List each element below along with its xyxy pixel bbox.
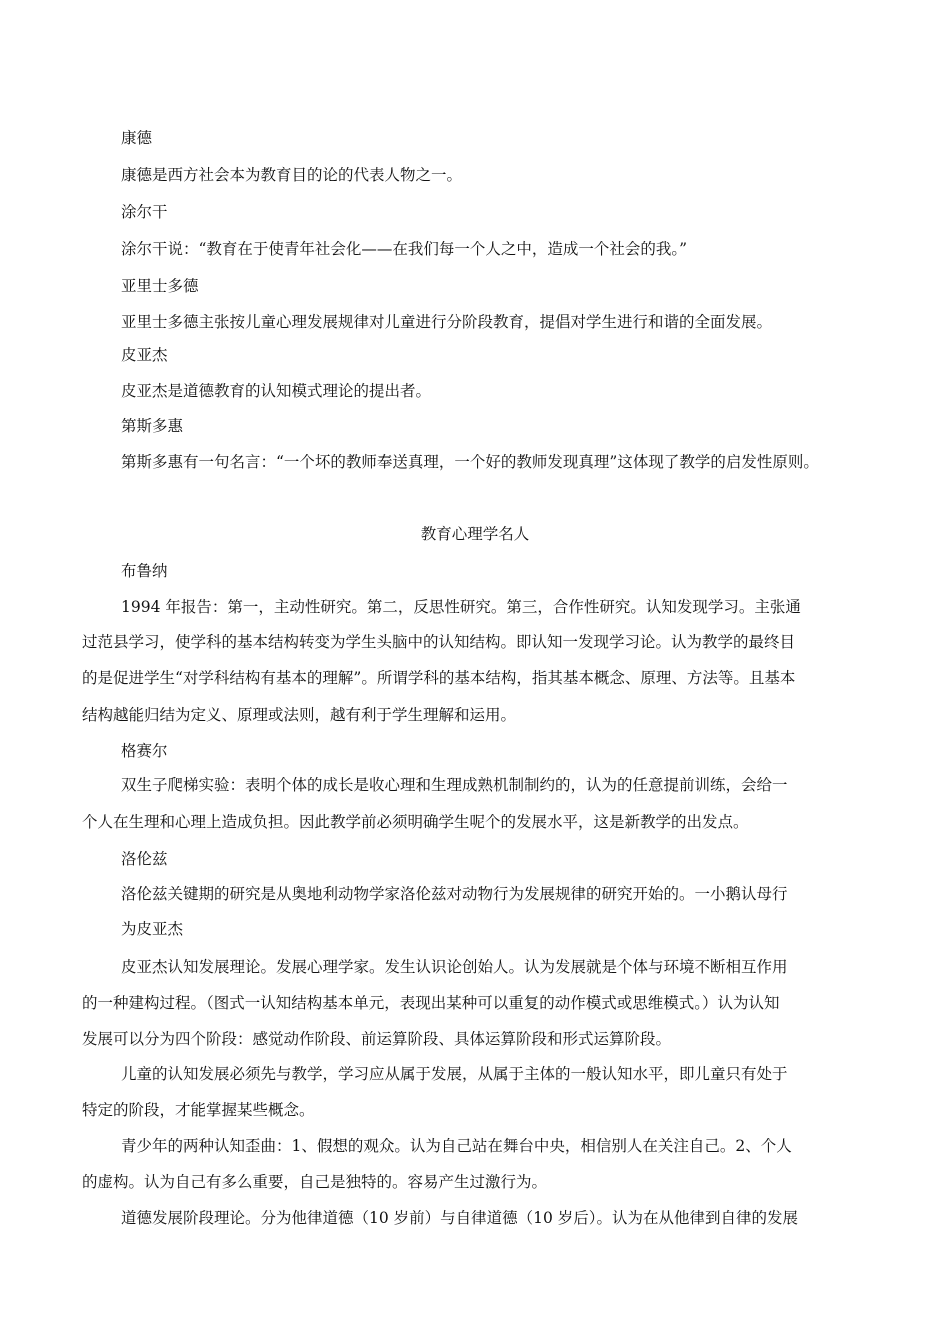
- person-name-diesterweg: 第斯多惠: [121, 417, 184, 435]
- person-desc-kant: 康德是西方社会本为教育目的论的代表人物之一。: [121, 166, 463, 184]
- paragraph-line: 结构越能归结为定义、原理或法则，越有利于学生理解和运用。: [82, 706, 517, 724]
- section-heading: 教育心理学名人: [420, 525, 530, 543]
- paragraph-line: 洛伦兹关键期的研究是从奥地利动物学家洛伦兹对动物行为发展规律的研究开始的。一小鹅认母行: [121, 885, 788, 903]
- person-name-bruner: 布鲁纳: [121, 562, 168, 580]
- paragraph-line: 的虚构。认为自己有多么重要，自己是独特的。容易产生过激行为。: [82, 1173, 548, 1191]
- paragraph-line: 特定的阶段，才能掌握某些概念。: [82, 1101, 315, 1119]
- person-desc-durkheim: 涂尔干说：“教育在于使青年社会化——在我们每一个人之中，造成一个社会的我。”: [121, 240, 688, 258]
- paragraph-line: 道德发展阶段理论。分为他律道德（10 岁前）与自律道德（10 岁后）。认为在从他律到自律的发展: [121, 1209, 799, 1227]
- person-name-durkheim: 涂尔干: [121, 203, 168, 221]
- paragraph-line: 青少年的两种认知歪曲：1、假想的观众。认为自己站在舞台中央，相信别人在关注自己。2、个人: [121, 1137, 792, 1155]
- paragraph-line: 双生子爬梯实验：表明个体的成长是收心理和生理成熟机制制约的，认为的任意提前训练，会给一: [121, 776, 788, 794]
- person-desc-diesterweg: 第斯多惠有一句名言：“一个坏的教师奉送真理，一个好的教师发现真理”这体现了教学的启发性原则。: [121, 453, 819, 471]
- paragraph-line: 儿童的认知发展必须先与教学，学习应从属于发展，从属于主体的一般认知水平，即儿童只有处于: [121, 1065, 788, 1083]
- person-desc-aristotle: 亚里士多德主张按儿童心理发展规律对儿童进行分阶段教育，提倡对学生进行和谐的全面发展。: [121, 313, 773, 331]
- person-name-lorenz: 洛伦兹: [121, 850, 168, 868]
- paragraph-line: 皮亚杰认知发展理论。发展心理学家。发生认识论创始人。认为发展就是个体与环境不断相互作用: [121, 958, 788, 976]
- paragraph-line: 个人在生理和心理上造成负担。因此教学前必须明确学生呢个的发展水平，这是新教学的出发点。: [82, 813, 749, 831]
- paragraph-line: 的是促进学生“对学科结构有基本的理解”。所谓学科的基本结构，指其基本概念、原理、方法等。且基本: [82, 669, 796, 687]
- person-name-gesell: 格赛尔: [121, 742, 168, 760]
- paragraph-line: 的一种建构过程。（图式一认知结构基本单元，表现出某种可以重复的动作模式或思维模式。）认为认知: [82, 994, 780, 1012]
- paragraph-line: 过范县学习，使学科的基本结构转变为学生头脑中的认知结构。即认知一发现学习论。认为教学的最终目: [82, 633, 796, 651]
- person-name-piaget: 皮亚杰: [121, 346, 168, 364]
- paragraph-line: 发展可以分为四个阶段：感觉动作阶段、前运算阶段、具体运算阶段和形式运算阶段。: [82, 1030, 672, 1048]
- person-desc-piaget: 皮亚杰是道德教育的认知模式理论的提出者。: [121, 382, 432, 400]
- paragraph-line: 1994 年报告：第一，主动性研究。第二，反思性研究。第三，合作性研究。认知发现学习。主张通: [121, 598, 801, 616]
- person-name-aristotle: 亚里士多德: [121, 277, 199, 295]
- person-name-kant: 康德: [121, 129, 153, 147]
- person-name-piaget-2: 为皮亚杰: [121, 920, 184, 938]
